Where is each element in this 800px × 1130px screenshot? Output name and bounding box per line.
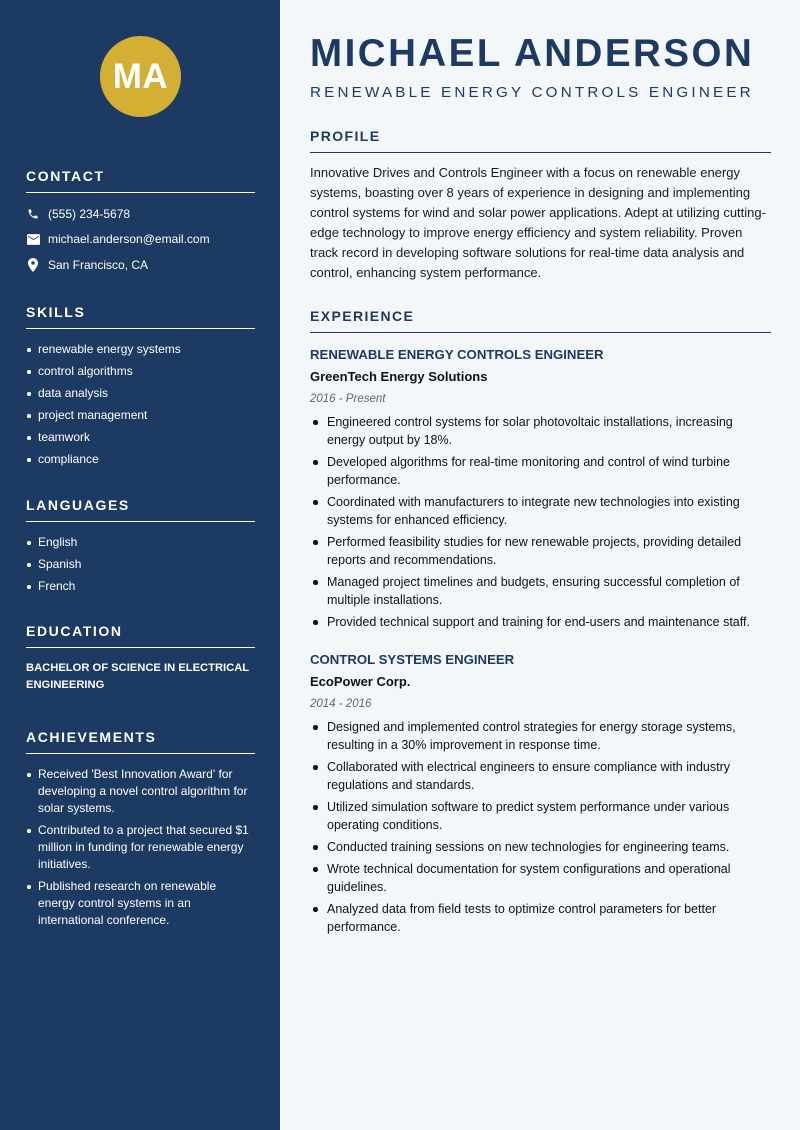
job-bullet: Conducted training sessions on new technologies for engineering teams. xyxy=(310,838,771,856)
skill-item: compliance xyxy=(26,451,255,468)
job-bullets xyxy=(310,413,771,631)
education-section xyxy=(26,623,255,694)
job-dates: 2014 - 2016 xyxy=(310,698,372,710)
languages-section xyxy=(26,497,255,600)
achievement-item: Contributed to a project that secured $1 million in funding for renewable energy initiatives. xyxy=(26,822,255,873)
skill-item: renewable energy systems xyxy=(26,341,255,358)
location-text: San Francisco, CA xyxy=(48,257,149,272)
language-item: Spanish xyxy=(26,556,255,573)
contact-location xyxy=(26,256,255,273)
language-item: French xyxy=(26,578,255,595)
job-entry xyxy=(310,651,771,940)
phone-text: (555) 234-5678 xyxy=(48,206,131,221)
job-bullet: Performed feasibility studies for new renewable projects, providing detailed reports and recommendations. xyxy=(310,533,771,569)
job-bullet: Collaborated with electrical engineers to ensure compliance with industry regulations and standards. xyxy=(310,758,771,794)
job-bullet: Wrote technical documentation for system configurations and operational guidelines. xyxy=(310,860,771,896)
job-entry xyxy=(310,346,771,635)
phone-icon xyxy=(26,207,40,221)
experience-title: EXPERIENCE xyxy=(310,308,771,333)
job-bullet: Analyzed data from field tests to optimize control parameters for better performance. xyxy=(310,900,771,936)
skills-section xyxy=(26,304,255,473)
contact-phone xyxy=(26,205,255,222)
job-bullet: Provided technical support and training for end-users and maintenance staff. xyxy=(310,613,771,631)
candidate-name: MICHAEL ANDERSON xyxy=(310,32,755,75)
job-bullet: Designed and implemented control strategies for energy storage systems, resulting in a 30% improvement in response time. xyxy=(310,718,771,754)
contact-section xyxy=(26,168,255,282)
profile-title: PROFILE xyxy=(310,128,771,153)
job-bullet: Developed algorithms for real-time monitoring and control of wind turbine performance. xyxy=(310,453,771,489)
candidate-role: RENEWABLE ENERGY CONTROLS ENGINEER xyxy=(310,84,754,101)
skill-item: control algorithms xyxy=(26,363,255,380)
job-bullet: Coordinated with manufacturers to integrate new technologies into existing systems for enhanced efficiency. xyxy=(310,493,771,529)
avatar xyxy=(100,36,181,117)
skill-item: data analysis xyxy=(26,385,255,402)
education-degree: BACHELOR OF SCIENCE IN ELECTRICAL ENGINEERING xyxy=(26,662,249,691)
email-text: michael.anderson@email.com xyxy=(48,232,210,246)
avatar-initials: MA xyxy=(112,56,169,96)
education-title: EDUCATION xyxy=(26,623,255,648)
job-dates: 2016 - Present xyxy=(310,393,386,405)
mail-icon xyxy=(26,232,40,246)
skill-item: teamwork xyxy=(26,429,255,446)
languages-title: LANGUAGES xyxy=(26,497,255,522)
achievements-list xyxy=(26,766,255,929)
sidebar xyxy=(0,0,280,1130)
location-pin-icon xyxy=(26,258,40,272)
contact-email xyxy=(26,231,255,248)
job-title: RENEWABLE ENERGY CONTROLS ENGINEER xyxy=(310,347,604,362)
job-title: CONTROL SYSTEMS ENGINEER xyxy=(310,652,515,667)
job-bullet: Utilized simulation software to predict system performance under various operating conditions. xyxy=(310,798,771,834)
profile-text: Innovative Drives and Controls Engineer with a focus on renewable energy systems, boasting over 8 years of experience in designing and implementing control systems for wind and solar power applications. Adept at utilizing cutting-edge technology to improve energy efficiency and system reliability. Proven track record in developing software solutions for real-time data analysis and control, enhancing system performance. xyxy=(310,165,766,280)
job-bullet: Managed project timelines and budgets, ensuring successful completion of multiple installations. xyxy=(310,573,771,609)
achievement-item: Published research on renewable energy control systems in an international conference. xyxy=(26,878,255,929)
skills-title: SKILLS xyxy=(26,304,255,329)
language-item: English xyxy=(26,534,255,551)
skill-item: project management xyxy=(26,407,255,424)
skills-list xyxy=(26,341,255,468)
job-company: EcoPower Corp. xyxy=(310,674,411,689)
languages-list xyxy=(26,534,255,595)
achievement-item: Received 'Best Innovation Award' for developing a novel control algorithm for solar systems. xyxy=(26,766,255,817)
job-bullets xyxy=(310,718,771,936)
job-bullet: Engineered control systems for solar photovoltaic installations, increasing energy output by 18%. xyxy=(310,413,771,449)
achievements-title: ACHIEVEMENTS xyxy=(26,729,255,754)
contact-title: CONTACT xyxy=(26,168,255,193)
achievements-section xyxy=(26,729,255,934)
job-company: GreenTech Energy Solutions xyxy=(310,369,488,384)
